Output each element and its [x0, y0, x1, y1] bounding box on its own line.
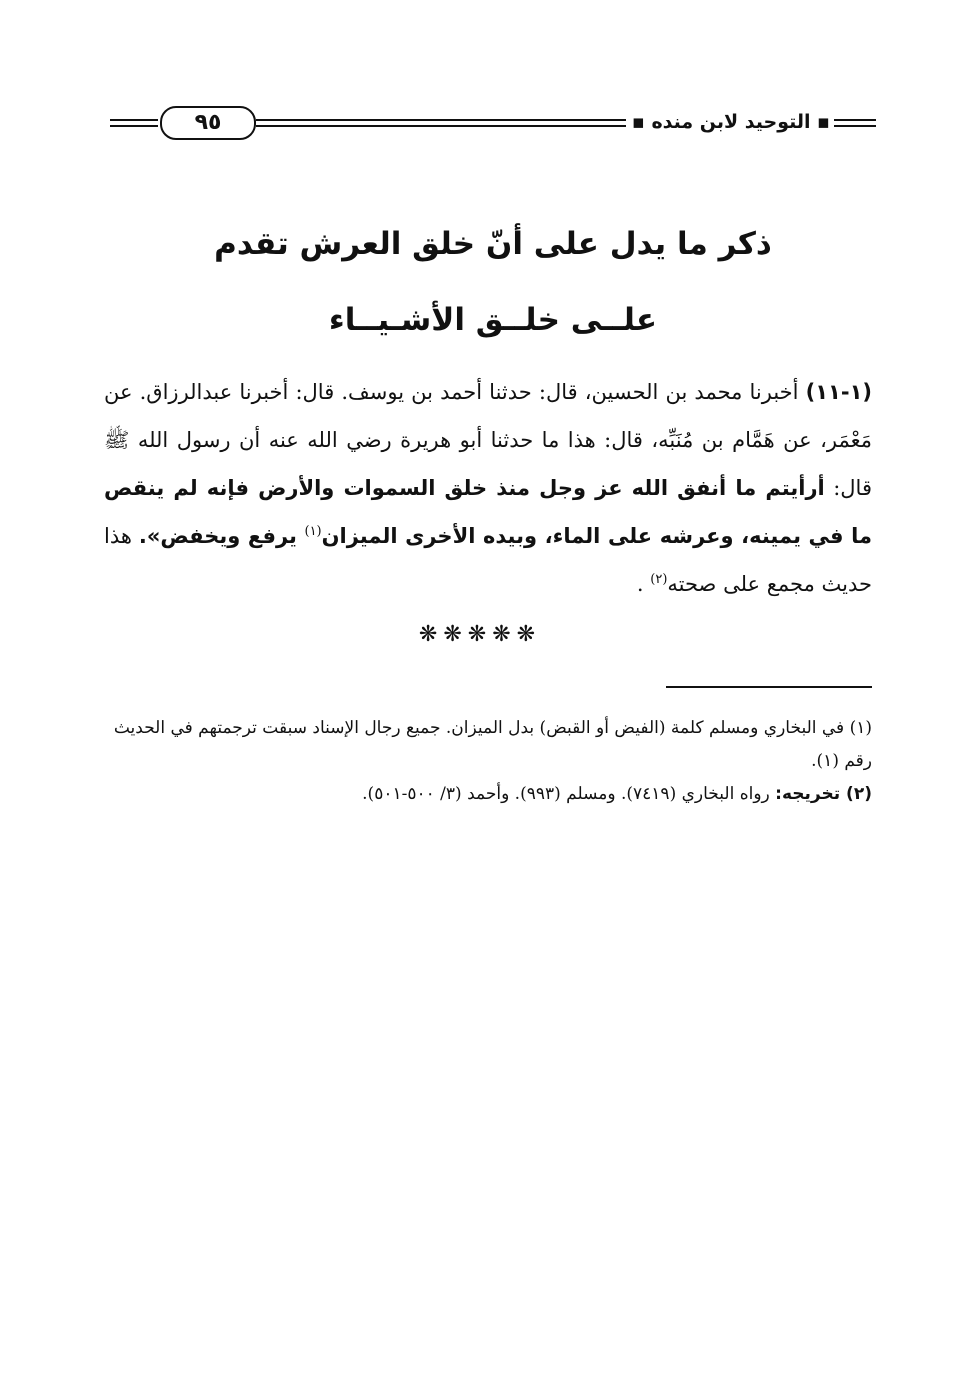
header-rule-right [834, 119, 876, 127]
hadith-matn: أرأيتم ما أنفق الله عز وجل منذ خلق السموات والأرض فإنه لم ينقص ما في يمينه، وعرشه على الماء، وبيده الأخرى الميزان [104, 476, 872, 548]
footnote-rule [666, 686, 872, 688]
hadith-grading: هذا حديث مجمع على صحته [104, 524, 872, 596]
footnote-ref-1: (١) [304, 524, 322, 539]
section-separator: ❋❋❋❋❋ [418, 622, 542, 647]
footnote-1: (١) في البخاري ومسلم كلمة (الفيض أو القبض) بدل الميزان. جميع رجال الإسناد سبقت ترجمتهم في الحديث رقم (١). [113, 718, 872, 771]
running-title: ▪ التوحيد لابن منده ▪ [631, 111, 831, 133]
hadith-end: . [636, 572, 651, 596]
running-header [110, 104, 876, 144]
footnote-2-label: (٢) تخريجه: [775, 784, 872, 804]
hadith-isnad: أخبرنا محمد بن الحسين، قال: حدثنا أحمد بن يوسف. قال: أخبرنا عبدالرزاق. عن مَعْمَر، عن هَمَّام بن مُنَبِّه، قال: هذا ما حدثنا أبو هريرة رضي الله عنه أن رسول الله ﷺ قال: [104, 380, 872, 500]
hadith-number: (١-١١) [805, 380, 872, 404]
hadith-matn-end: يرفع ويخفض». [138, 524, 305, 548]
footnotes [104, 712, 872, 811]
header-rule-left [110, 119, 158, 127]
chapter-title-line-1: ذكر ما يدل على أنّ خلق العرش تقدم [214, 226, 772, 262]
chapter-title-line-2: علــى خلــق الأشـيــاء [328, 302, 658, 338]
footnote-2-text: رواه البخاري (٧٤١٩). ومسلم (٩٩٣). وأحمد (٣/ ٥٠٠-٥٠١). [362, 784, 776, 804]
footnote-ref-2: (٢) [650, 572, 668, 587]
header-rule-middle [256, 119, 626, 127]
footnote-2 [104, 778, 872, 811]
hadith-paragraph [104, 368, 872, 608]
page-number: ٩٥ [160, 106, 256, 140]
